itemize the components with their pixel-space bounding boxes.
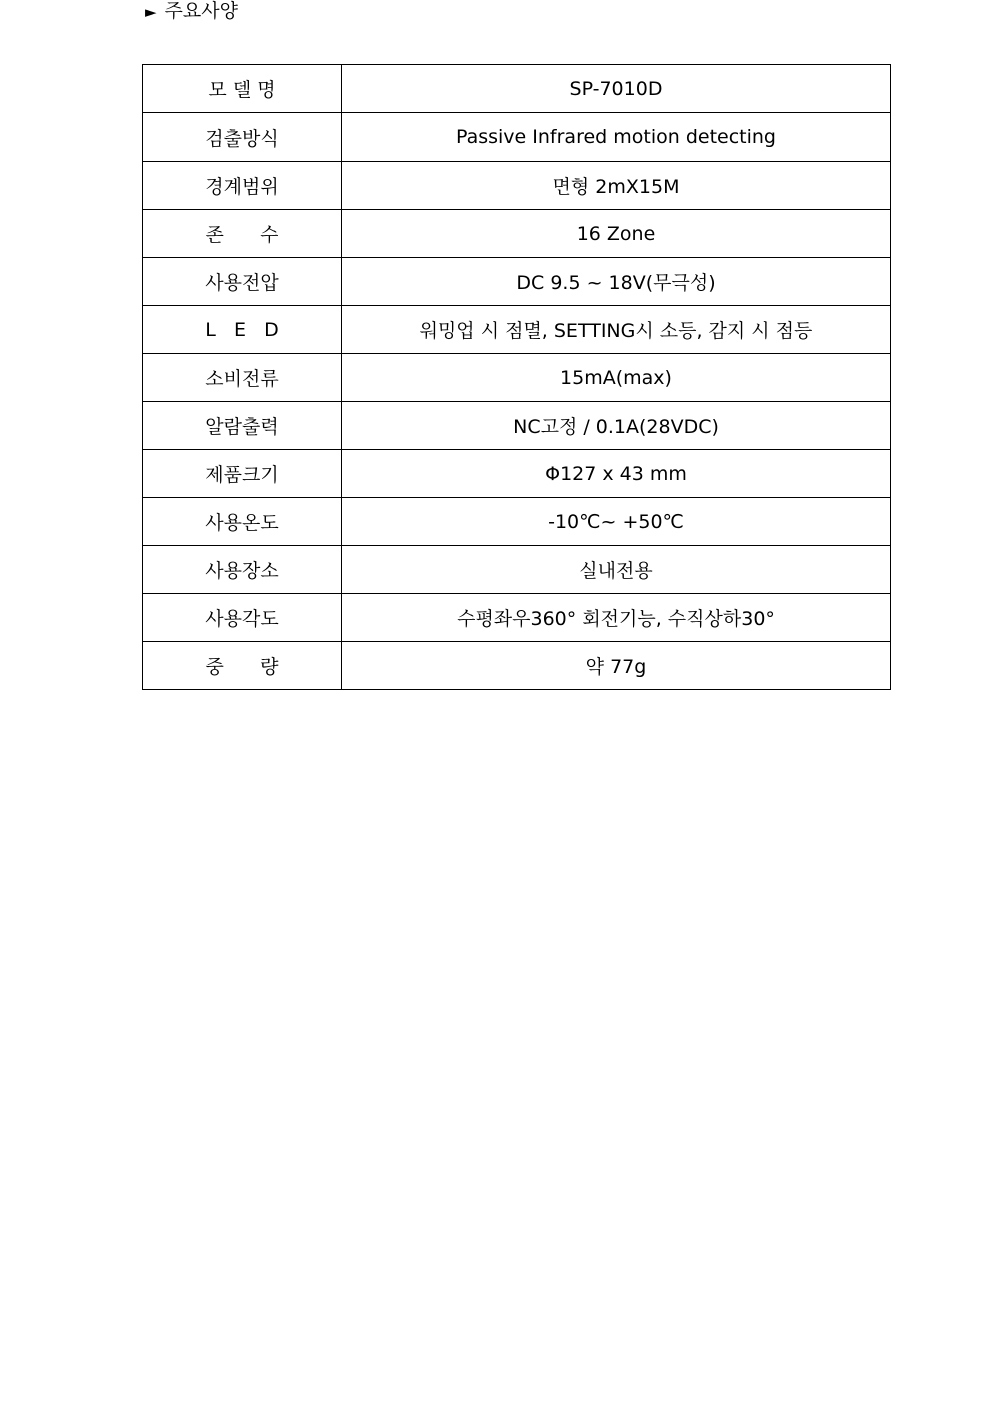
- table-row: [143, 210, 891, 258]
- spec-label: 소비전류: [143, 354, 342, 402]
- spec-label: 중 량: [143, 642, 342, 690]
- spec-label: 사용각도: [143, 594, 342, 642]
- spec-label: 제품크기: [143, 450, 342, 498]
- table-row: [143, 354, 891, 402]
- spec-value: -10℃~ +50℃: [342, 498, 891, 546]
- spec-label: 알람출력: [143, 402, 342, 450]
- spec-value: Φ127 x 43 mm: [342, 450, 891, 498]
- spec-value: 15mA(max): [342, 354, 891, 402]
- table-row: [143, 642, 891, 690]
- spec-value: DC 9.5 ~ 18V(무극성): [342, 258, 891, 306]
- spec-label: 경계범위: [143, 162, 342, 210]
- spec-label: 사용전압: [143, 258, 342, 306]
- table-row: [143, 402, 891, 450]
- table-row: [143, 546, 891, 594]
- spec-label: 검출방식: [143, 113, 342, 162]
- spec-value: 워밍업 시 점멸, SETTING시 소등, 감지 시 점등: [342, 306, 891, 354]
- spec-label: L E D: [143, 306, 342, 354]
- table-row: [143, 65, 891, 113]
- spec-label: 사용온도: [143, 498, 342, 546]
- spec-value: NC고정 / 0.1A(28VDC): [342, 402, 891, 450]
- table-row: [143, 594, 891, 642]
- section-title: 주요사양: [164, 0, 238, 22]
- section-heading: [145, 0, 238, 23]
- spec-value: SP-7010D: [342, 65, 891, 113]
- table-row: [143, 450, 891, 498]
- spec-value: 실내전용: [342, 546, 891, 594]
- table-row: [143, 113, 891, 162]
- spec-table: [142, 64, 891, 690]
- spec-label: 사용장소: [143, 546, 342, 594]
- spec-label: 존 수: [143, 210, 342, 258]
- spec-value: Passive Infrared motion detecting: [342, 113, 891, 162]
- table-row: [143, 498, 891, 546]
- table-row: [143, 258, 891, 306]
- spec-value: 약 77g: [342, 642, 891, 690]
- spec-value: 16 Zone: [342, 210, 891, 258]
- table-row: [143, 306, 891, 354]
- table-row: [143, 162, 891, 210]
- spec-value: 면형 2mX15M: [342, 162, 891, 210]
- spec-value: 수평좌우360° 회전기능, 수직상하30°: [342, 594, 891, 642]
- spec-label: 모 델 명: [143, 65, 342, 113]
- triangle-bullet-icon: ►: [145, 3, 157, 21]
